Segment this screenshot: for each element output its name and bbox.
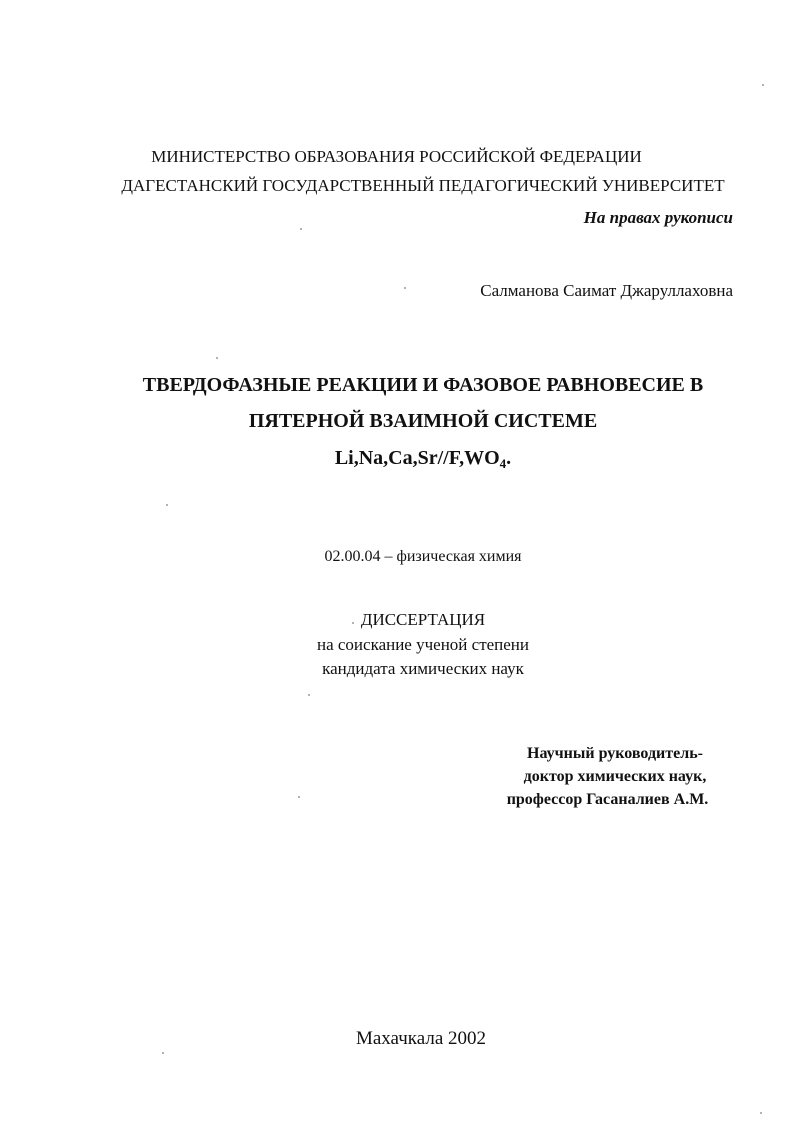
specialty-code: 02.00.04 – физическая химия <box>324 548 522 565</box>
dissertation-degree-line: на соискание ученой степени <box>316 635 530 654</box>
scan-speck <box>162 1052 164 1054</box>
ministry-name: МИНИСТЕРСТВО ОБРАЗОВАНИЯ РОССИЙСКОЙ ФЕДЕРАЦИИ <box>151 147 642 166</box>
scan-speck <box>352 622 354 624</box>
scan-speck <box>762 84 764 86</box>
supervisor-name: профессор Гасаналиев А.М. <box>506 791 709 808</box>
scan-speck <box>300 228 302 230</box>
title-formula <box>0 447 793 471</box>
university-name: ДАГЕСТАНСКИЙ ГОСУДАРСТВЕННЫЙ ПЕДАГОГИЧЕСКИЙ УНИВЕРСИТЕТ <box>121 176 725 195</box>
formula-main: Li,Na,Ca,Sr//F,WO <box>334 447 500 469</box>
dissertation-field-line: кандидата химических наук <box>322 659 524 678</box>
supervisor-role: Научный руководитель- <box>527 745 703 762</box>
scan-speck <box>216 357 218 359</box>
dissertation-heading: ДИССЕРТАЦИЯ <box>360 610 486 629</box>
formula-subscript: 4 <box>499 456 507 471</box>
scan-speck <box>404 287 406 289</box>
scan-speck <box>166 504 168 506</box>
scan-speck <box>760 1112 762 1114</box>
title-line-2: ПЯТЕРНОЙ ВЗАИМНОЙ СИСТЕМЕ <box>248 410 598 432</box>
supervisor-degree: доктор химических наук, <box>523 768 707 785</box>
manuscript-rights-note: На правах рукописи <box>583 208 733 227</box>
scan-speck <box>308 694 310 696</box>
author-name: Салманова Саимат Джаруллаховна <box>480 281 733 300</box>
city-year: Махачкала 2002 <box>355 1028 486 1049</box>
formula-end: . <box>506 447 512 469</box>
scan-speck <box>298 796 300 798</box>
title-line-1: ТВЕРДОФАЗНЫЕ РЕАКЦИИ И ФАЗОВОЕ РАВНОВЕСИЕ В <box>142 374 704 396</box>
